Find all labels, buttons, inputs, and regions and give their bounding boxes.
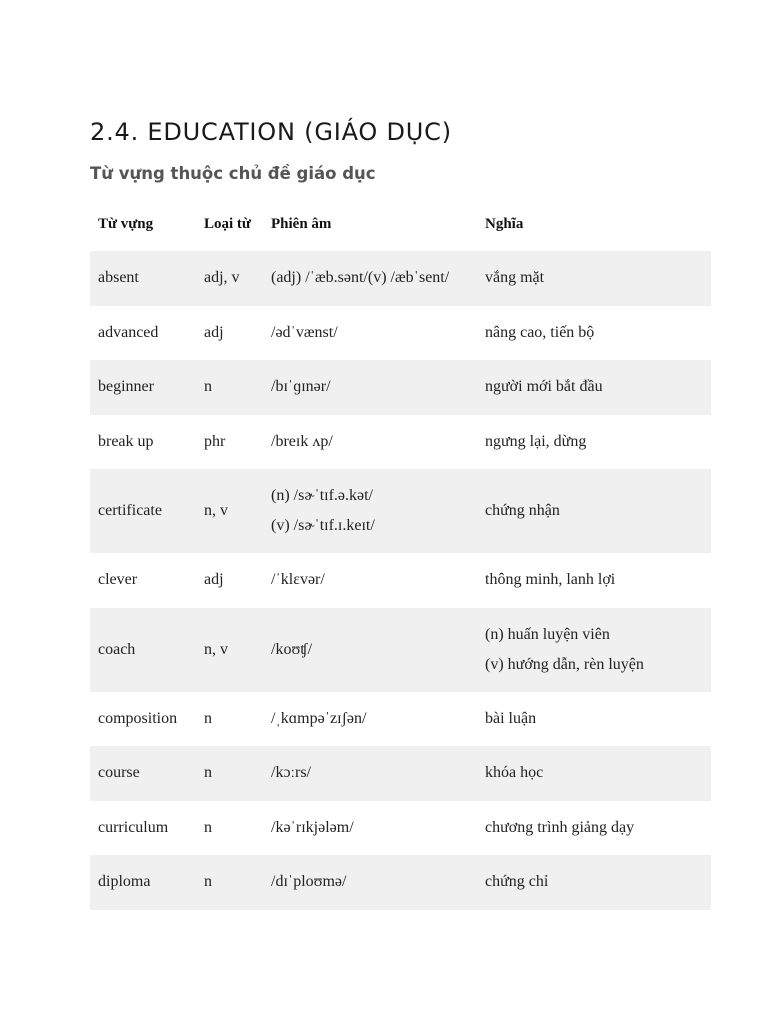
table-row <box>90 608 711 692</box>
cell-word: advanced <box>98 323 159 341</box>
pronunciation-line: /kɔːrs/ <box>271 764 311 782</box>
cell-pronunciation <box>263 251 477 306</box>
header-meaning: Nghĩa <box>485 215 524 232</box>
table-row <box>90 553 711 608</box>
cell-word: diploma <box>90 855 196 910</box>
cell-type: adj, v <box>196 251 263 306</box>
cell-type: n <box>204 818 212 836</box>
cell-pronunciation <box>263 608 477 692</box>
cell-type: phr <box>204 432 226 450</box>
cell-type: n <box>196 746 263 801</box>
cell-pronunciation <box>263 801 477 856</box>
pronunciation-line: /koʊʧ/ <box>271 640 313 658</box>
pronunciation-line: (v) /sɚˈtɪf.ɪ.keɪt/ <box>271 517 375 534</box>
pronunciation-line: /ˈklɛvər/ <box>271 571 325 589</box>
cell-pronunciation <box>263 306 477 361</box>
cell-word: certificate <box>90 469 196 553</box>
table-row <box>90 855 711 910</box>
header-row <box>90 197 711 251</box>
cell-pronunciation <box>263 746 477 801</box>
cell-word: coach <box>90 608 196 692</box>
section-heading: 2.4. EDUCATION (GIÁO DỤC) <box>90 118 452 146</box>
cell-meaning <box>477 692 711 747</box>
table-row <box>90 801 711 856</box>
table-row <box>90 306 711 361</box>
pronunciation-line: /dɪˈploʊmə/ <box>271 873 347 891</box>
cell-word: curriculum <box>98 818 169 836</box>
cell-word: composition <box>98 709 178 727</box>
pronunciation-line: (adj) /ˈæb.sənt/(v) /æbˈsent/ <box>271 269 450 287</box>
header-word: Từ vựng <box>98 215 154 232</box>
pronunciation-line: /breɪk ʌp/ <box>271 432 333 450</box>
cell-meaning <box>477 306 711 361</box>
meaning-line: chứng nhận <box>485 502 560 519</box>
cell-meaning <box>477 553 711 608</box>
meaning-line: chứng chỉ <box>485 873 549 891</box>
pronunciation-line: /bɪˈɡɪnər/ <box>271 378 331 396</box>
table-row <box>90 692 711 747</box>
pronunciation-line: /ədˈvænst/ <box>271 323 338 341</box>
table-header <box>90 197 711 251</box>
table-row <box>90 251 711 306</box>
cell-type: n, v <box>196 608 263 692</box>
meaning-line: nâng cao, tiến bộ <box>485 323 595 341</box>
cell-word: beginner <box>90 360 196 415</box>
table-row <box>90 415 711 470</box>
cell-word: clever <box>98 571 138 589</box>
meaning-line: bài luận <box>485 709 537 727</box>
cell-pronunciation <box>263 692 477 747</box>
table-row <box>90 746 711 801</box>
cell-word: course <box>90 746 196 801</box>
cell-meaning <box>477 608 711 692</box>
pronunciation-line: /ˌkɑmpəˈzɪʃən/ <box>271 709 367 727</box>
cell-type: n <box>196 360 263 415</box>
cell-meaning <box>477 415 711 470</box>
cell-pronunciation <box>263 360 477 415</box>
cell-type: n <box>196 855 263 910</box>
section-subheading: Từ vựng thuộc chủ đề giáo dục <box>90 164 376 183</box>
table-body <box>90 251 711 910</box>
header-pronunciation: Phiên âm <box>271 215 332 232</box>
table-row <box>90 469 711 553</box>
cell-pronunciation <box>263 553 477 608</box>
meaning-line: thông minh, lanh lợi <box>485 571 616 589</box>
cell-word: absent <box>90 251 196 306</box>
meaning-line: khóa học <box>485 764 544 782</box>
cell-pronunciation <box>263 469 477 553</box>
vocabulary-table <box>90 197 711 910</box>
meaning-line: vắng mặt <box>485 269 545 287</box>
table-row <box>90 360 711 415</box>
cell-meaning <box>477 801 711 856</box>
cell-type: adj <box>204 323 224 341</box>
cell-meaning <box>477 855 711 910</box>
cell-pronunciation <box>263 415 477 470</box>
pronunciation-line: (n) /sɚˈtɪf.ə.kət/ <box>271 487 373 504</box>
pronunciation-line: /kəˈrɪkjələm/ <box>271 818 354 836</box>
header-type: Loại từ <box>204 215 251 232</box>
meaning-line: ngưng lại, dừng <box>485 432 587 450</box>
cell-meaning <box>477 251 711 306</box>
cell-meaning <box>477 746 711 801</box>
cell-pronunciation <box>263 855 477 910</box>
meaning-line: (v) hướng dẫn, rèn luyện <box>485 655 644 673</box>
cell-word: break up <box>98 432 154 450</box>
meaning-line: chương trình giảng dạy <box>485 818 635 836</box>
meaning-line: (n) huấn luyện viên <box>485 625 610 643</box>
cell-meaning <box>477 360 711 415</box>
cell-type: adj <box>204 571 224 589</box>
meaning-line: người mới bắt đầu <box>485 378 603 396</box>
cell-meaning <box>477 469 711 553</box>
cell-type: n, v <box>196 469 263 553</box>
cell-type: n <box>204 709 212 727</box>
